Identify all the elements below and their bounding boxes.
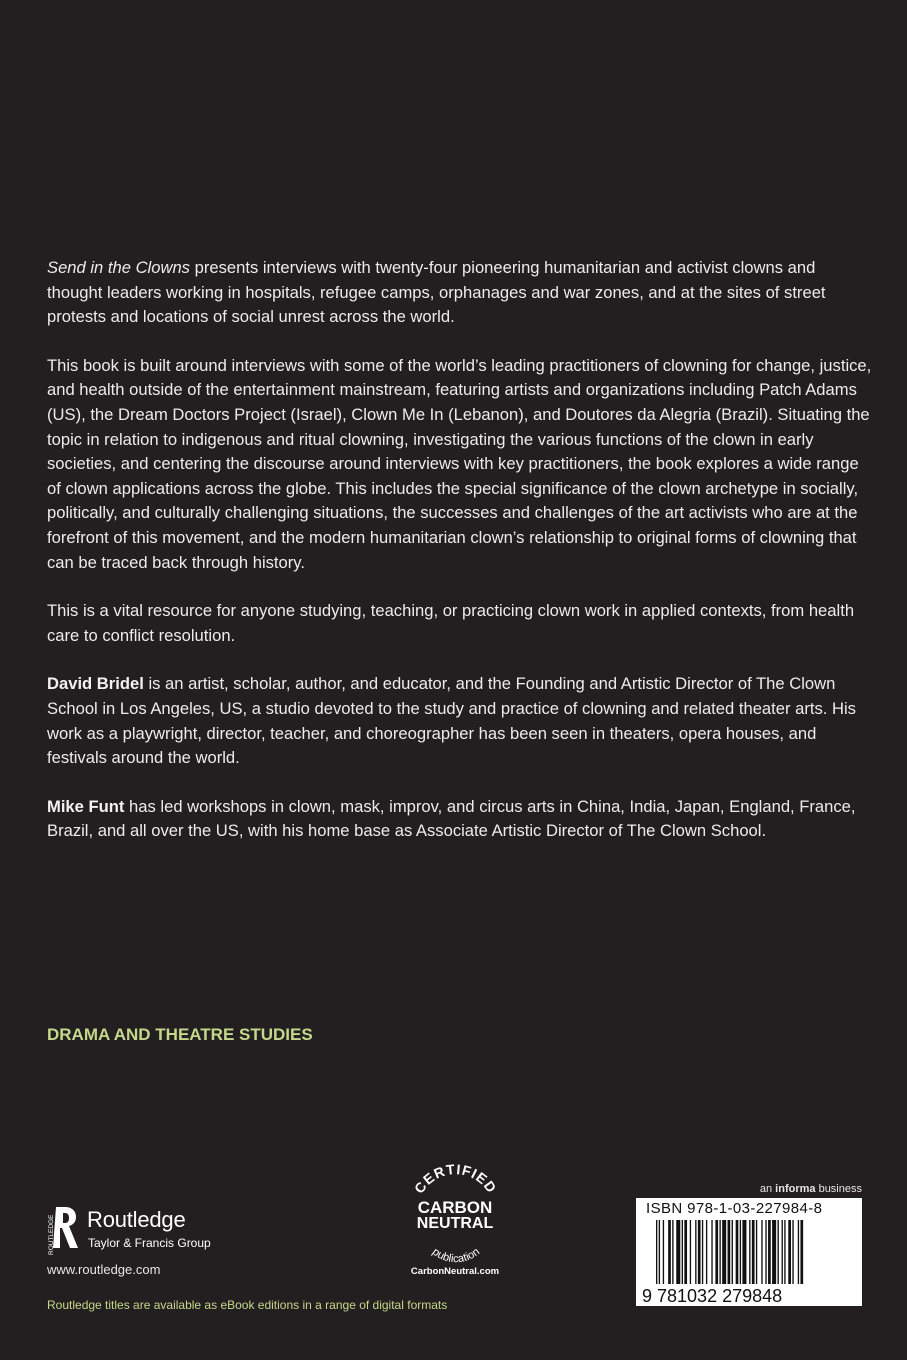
informa-business-tag (760, 1183, 862, 1195)
author-bio-2 (47, 795, 872, 844)
back-cover-blurb (47, 256, 872, 868)
barcode-digits: 9 781032 279848 (642, 1286, 783, 1304)
informa-prefix: an (759, 1183, 776, 1195)
carbon-neutral-badge (398, 1160, 513, 1280)
badge-publication-text: publication (429, 1245, 483, 1266)
informa-brand: informa (775, 1183, 816, 1195)
author-bio-1 (47, 672, 872, 770)
informa-suffix: business (815, 1183, 862, 1195)
barcode-bars (640, 1220, 858, 1304)
publisher-url: www.routledge.com (47, 1262, 161, 1277)
svg-text:CERTIFIED (411, 1161, 500, 1196)
author-name-2: Mike Funt (47, 796, 125, 816)
blurb-paragraph-3: This is a vital resource for anyone studying, teaching, or practicing clown work in applied contexts, from health care to conflict resolution. (47, 601, 855, 645)
blurb-paragraph-1-text: presents interviews with twenty-four pioneering humanitarian and activist clowns and thought leaders working in hospitals, refugee camps, orphanages and war zones, and at the sites of street protests and locations of social unrest across the world. (47, 258, 826, 327)
publisher-group: Taylor & Francis Group (88, 1236, 211, 1250)
svg-text:publication (430, 1246, 482, 1265)
isbn-label: ISBN 978-1-03-227984-8 (646, 1200, 823, 1217)
publisher-name: Routledge (87, 1207, 186, 1232)
badge-site-text: CarbonNeutral.com (410, 1266, 500, 1277)
author-name-1: David Bridel (47, 674, 144, 694)
routledge-vertical-wordmark: ROUTLEDGE (48, 1214, 55, 1255)
badge-neutral-text: NEUTRAL (416, 1215, 494, 1232)
routledge-r-icon (46, 1203, 80, 1255)
ebook-note: Routledge titles are available as eBook editions in a range of digital formats (47, 1298, 448, 1312)
subject-category: DRAMA AND THEATRE STUDIES (47, 1025, 313, 1044)
badge-carbon-text: CARBON (417, 1198, 493, 1217)
routledge-logo (46, 1203, 246, 1255)
badge-certified-text: CERTIFIED (410, 1160, 501, 1197)
isbn-barcode (636, 1198, 862, 1306)
author-bio-2-text: has led workshops in clown, mask, improv, and circus arts in China, India, Japan, England, France, Brazil, and all over the US, with his home base as Associate Artistic Director of The Clown School. (47, 796, 856, 841)
author-bio-1-text: is an artist, scholar, author, and educator, and the Founding and Artistic Director of The Clown School in Los Angeles, US, a studio devoted to the study and practice of clowning and related theater arts. His work as a playwright, director, teacher, and choreographer has been seen in theaters, opera houses, and festivals around the world. (47, 674, 856, 768)
book-title: Send in the Clowns (47, 258, 190, 277)
blurb-paragraph-1 (47, 256, 872, 330)
blurb-paragraph-2: This book is built around interviews with some of the world’s leading practitioners of clowning for change, justice, and health outside of the entertainment mainstream, featuring artists and organizations including Patch Adams (US), the Dream Doctors Project (Israel), Clown Me In (Lebanon), and Doutores da Alegria (Brazil). Situating the topic in relation to indigenous and ritual clowning, investigating the various functions of the clown in early societies, and centering the discourse around interviews with key practitioners, the book explores a wide range of clown applications across the globe. This includes the special significance of the clown archetype in socially, politically, and culturally challenging situations, the successes and challenges of the art activists who are at the forefront of this movement, and the modern humanitarian clown’s relationship to original forms of clowning that can be traced back through history. (47, 355, 872, 572)
